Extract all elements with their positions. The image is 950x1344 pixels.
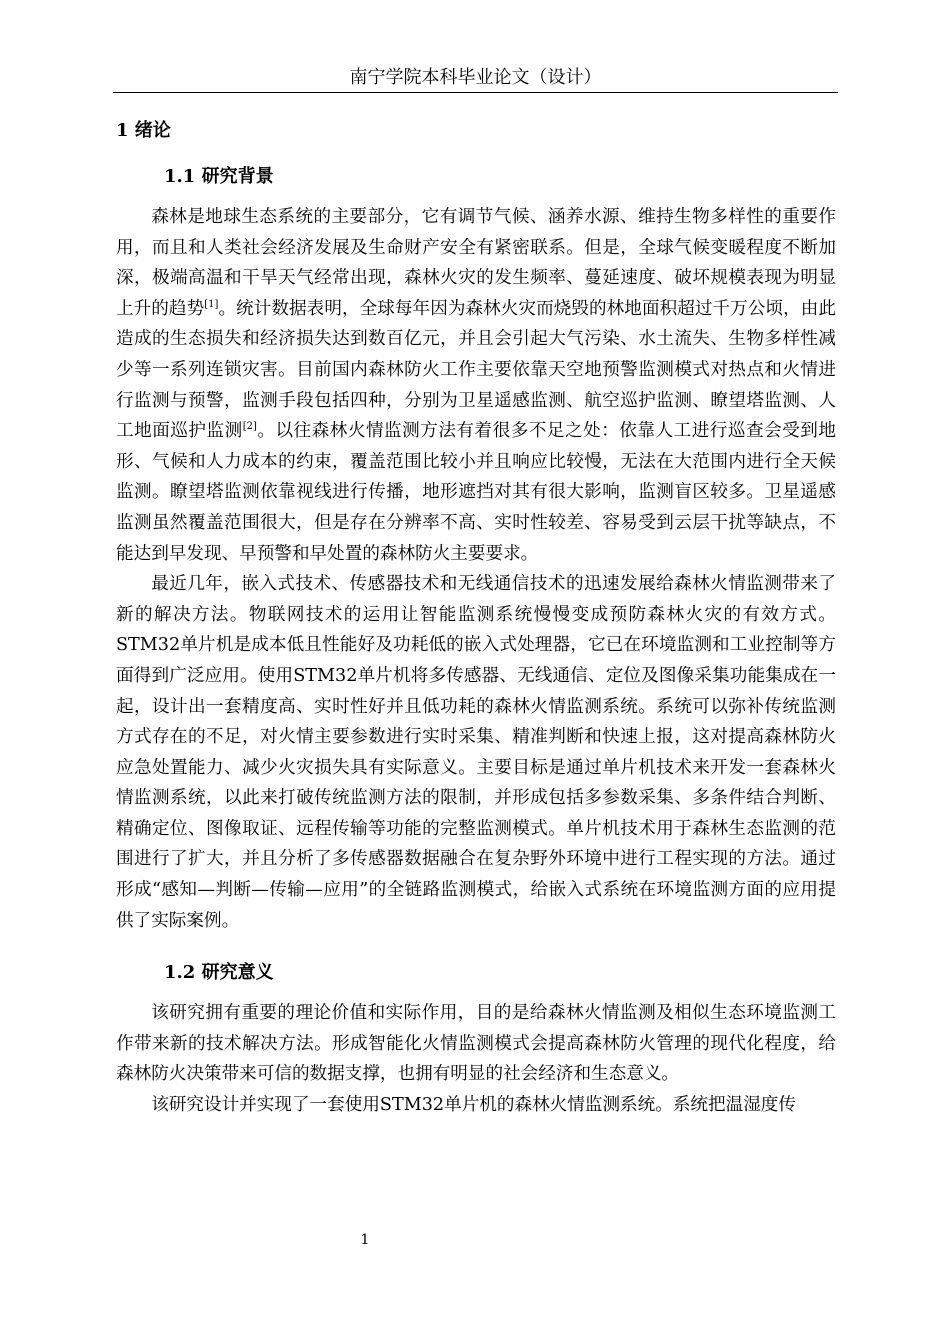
page-number: 1 <box>360 1232 370 1248</box>
paragraph: 最近几年，嵌入式技术、传感器技术和无线通信技术的迅速发展给森林火情监测带来了新的解决方法。物联网技术的运用让智能监测系统慢慢变成预防森林火灾的有效方式。STM32单片机是成本低且性能好及功耗低的嵌入式处理器，它已在环境监测和工业控制等方面得到广泛应用。使用STM32单片机将多传感器、无线通信、定位及图像采集功能集成在一起，设计出一套精度高、实时性好并且低功耗的森林火情监测系统。系统可以弥补传统监测方式存在的不足，对火情主要参数进行实时采集、精准判断和快速上报，这对提高森林防火应急处置能力、减少火灾损失具有实际意义。主要目标是通过单片机技术来开发一套森林火情监测系统，以此来打破传统监测方法的限制，并形成包括多参数采集、多条件结合判断、精确定位、图像取证、远程传输等功能的完整监测模式。单片机技术用于森林生态监测的范围进行了扩大，并且分析了多传感器数据融合在复杂野外环境中进行工程实现的方法。通过形成“感知—判断—传输—应用”的全链路监测模式，给嵌入式系统在环境监测方面的应用提供了实际案例。 <box>116 574 836 931</box>
citation: [1] <box>204 298 219 310</box>
section-title-background: 1.1 研究背景 <box>164 166 274 187</box>
citation: [2] <box>242 421 257 433</box>
paragraph: 该研究拥有重要的理论价值和实际作用，目的是给森林火情监测及相似生态环境监测工作带来新的技术解决方法。形成智能化火情监测模式会提高森林防火管理的现代化程度，给森林防火决策带来可信的数据支撑，也拥有明显的社会经济和生态意义。 <box>116 1003 836 1085</box>
page-header: 南宁学院本科毕业论文（设计） <box>113 66 838 93</box>
chapter-title: 1 绪论 <box>116 120 171 141</box>
page-content <box>116 116 836 1121</box>
paragraph: 该研究设计并实现了一套使用STM32单片机的森林火情监测系统。系统把温湿度传 <box>151 1095 796 1116</box>
paragraph: 森林是地球生态系统的主要部分，它有调节气候、涵养水源、维持生物多样性的重要作用，而且和人类社会经济发展及生命财产安全有紧密联系。但是，全球气候变暖程度不断加深，极端高温和干旱天气经常出现，森林火灾的发生频率、蔓延速度、破坏规模表现为明显上升的趋势[1]。统计数据表明，全球每年因为森林火灾而烧毁的林地面积超过千万公顷，由此造成的生态损失和经济损失达到数百亿元，并且会引起大气污染、水土流失、生物多样性减少等一系列连锁灾害。目前国内森林防火工作主要依靠天空地预警监测模式对热点和火情进行监测与预警，监测手段包括四种，分别为卫星遥感监测、航空巡护监测、瞭望塔监测、人工地面巡护监测[2]。以往森林火情监测方法有着很多不足之处：依靠人工进行巡查会受到地形、气候和人力成本的约束，覆盖范围比较小并且响应比较慢，无法在大范围内进行全天候监测。瞭望塔监测依靠视线进行传播，地形遮挡对其有很大影响，监测盲区较多。卫星遥感监测虽然覆盖范围很大，但是存在分辨率不高、实时性较差、容易受到云层干扰等缺点，不能达到早发现、早预警和早处置的森林防火主要要求。 <box>116 207 836 564</box>
section-title-significance: 1.2 研究意义 <box>164 962 274 984</box>
